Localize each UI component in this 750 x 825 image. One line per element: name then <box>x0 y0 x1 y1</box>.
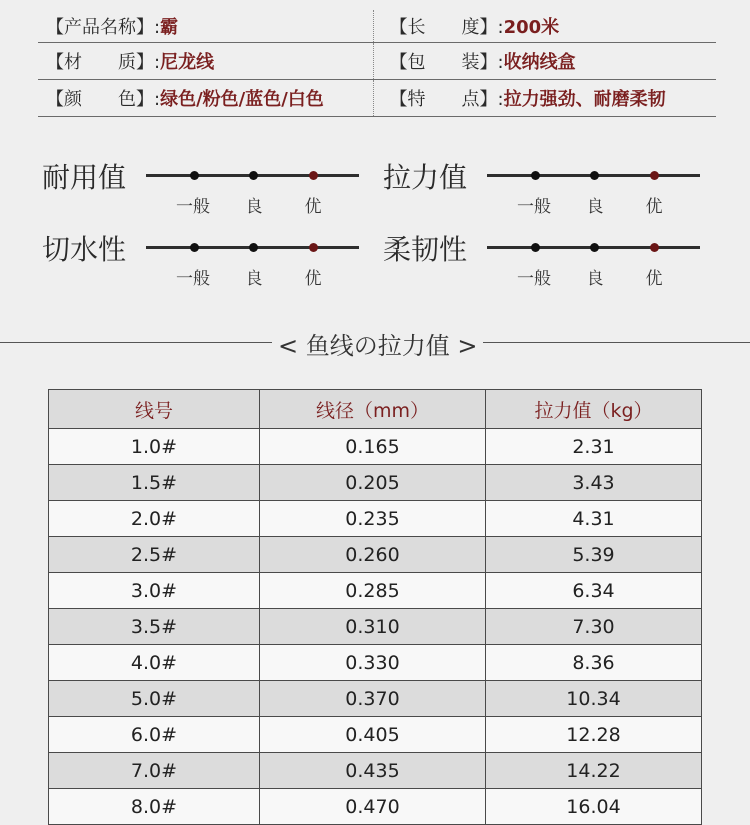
scale-label-good: 良 <box>586 197 604 217</box>
cell-line-number: 2.5# <box>49 537 260 573</box>
cell-tension: 4.31 <box>486 501 702 537</box>
cell-diameter: 0.205 <box>260 465 486 501</box>
scale-label-good: 良 <box>245 197 263 217</box>
scale-label-good: 良 <box>245 269 263 289</box>
spec-label: 【产品名称】: <box>46 17 161 38</box>
cell-tension: 10.34 <box>486 681 702 717</box>
spec-feature-cell <box>374 85 717 111</box>
scale-label-average: 一般 <box>517 269 551 289</box>
spec-label: 【长 度】: <box>389 17 504 38</box>
table-row <box>49 429 702 465</box>
spec-color-cell <box>38 80 374 116</box>
cell-tension: 7.30 <box>486 609 702 645</box>
section-title: < 鱼线の拉力值 > <box>272 326 483 361</box>
rating-dot-average <box>190 243 199 252</box>
spec-value: 霸 <box>160 17 179 38</box>
rating-scale-line <box>487 246 700 249</box>
cell-line-number: 1.5# <box>49 465 260 501</box>
cell-tension: 8.36 <box>486 645 702 681</box>
spec-label: 【特 点】: <box>389 89 504 110</box>
rating-dot-good <box>249 243 258 252</box>
cell-line-number: 8.0# <box>49 789 260 825</box>
table-row <box>49 573 702 609</box>
table-row <box>49 465 702 501</box>
rating-dot-excellent <box>650 171 659 180</box>
cell-tension: 14.22 <box>486 753 702 789</box>
spec-value: 绿色/粉色/蓝色/白色 <box>160 89 324 110</box>
rating-scale-line <box>146 246 359 249</box>
spec-value: 200米 <box>503 17 560 38</box>
header-diameter: 线径（mm） <box>260 390 486 429</box>
cell-line-number: 2.0# <box>49 501 260 537</box>
rating-scale-line <box>146 174 359 177</box>
table-row <box>49 681 702 717</box>
table-row <box>49 717 702 753</box>
cell-tension: 12.28 <box>486 717 702 753</box>
table-row <box>49 753 702 789</box>
table-row <box>49 645 702 681</box>
rating-scale-line <box>487 174 700 177</box>
scale-label-average: 一般 <box>176 269 210 289</box>
cell-diameter: 0.285 <box>260 573 486 609</box>
spec-material-cell <box>38 43 374 79</box>
spec-list <box>38 10 716 117</box>
spec-value: 收纳线盒 <box>503 52 576 73</box>
cell-diameter: 0.370 <box>260 681 486 717</box>
cell-line-number: 3.5# <box>49 609 260 645</box>
spec-name-cell <box>38 10 374 42</box>
scale-label-good: 良 <box>586 269 604 289</box>
spec-row <box>38 80 716 117</box>
cell-line-number: 3.0# <box>49 573 260 609</box>
cell-diameter: 0.405 <box>260 717 486 753</box>
rating-dot-excellent <box>309 171 318 180</box>
scale-label-average: 一般 <box>176 197 210 217</box>
cell-diameter: 0.235 <box>260 501 486 537</box>
cell-tension: 2.31 <box>486 429 702 465</box>
rating-dot-average <box>190 171 199 180</box>
table-header-row <box>49 390 702 429</box>
cell-diameter: 0.165 <box>260 429 486 465</box>
rating-name: 耐用值 <box>42 161 127 194</box>
cell-tension: 5.39 <box>486 537 702 573</box>
spec-value: 尼龙线 <box>160 52 215 73</box>
cell-line-number: 7.0# <box>49 753 260 789</box>
rating-dot-good <box>249 171 258 180</box>
rating-dot-excellent <box>309 243 318 252</box>
rating-dot-average <box>531 171 540 180</box>
rating-dot-excellent <box>650 243 659 252</box>
spec-package-cell <box>374 48 717 74</box>
rating-name: 柔韧性 <box>383 233 468 266</box>
cell-diameter: 0.260 <box>260 537 486 573</box>
rating-name: 拉力值 <box>383 161 468 194</box>
cell-line-number: 4.0# <box>49 645 260 681</box>
rating-dot-good <box>590 243 599 252</box>
cell-diameter: 0.470 <box>260 789 486 825</box>
tension-table <box>48 389 702 825</box>
scale-label-excellent: 优 <box>645 197 663 217</box>
scale-label-average: 一般 <box>517 197 551 217</box>
table-row <box>49 537 702 573</box>
cell-tension: 6.34 <box>486 573 702 609</box>
cell-line-number: 5.0# <box>49 681 260 717</box>
rating-dot-good <box>590 171 599 180</box>
spec-label: 【颜 色】: <box>46 89 161 110</box>
header-tension: 拉力值（kg） <box>486 390 702 429</box>
spec-value: 拉力强劲、耐磨柔韧 <box>503 89 666 110</box>
scale-label-excellent: 优 <box>304 269 322 289</box>
scale-label-excellent: 优 <box>645 269 663 289</box>
table-row <box>49 789 702 825</box>
rating-dot-average <box>531 243 540 252</box>
cell-line-number: 1.0# <box>49 429 260 465</box>
cell-diameter: 0.330 <box>260 645 486 681</box>
cell-tension: 3.43 <box>486 465 702 501</box>
header-line-number: 线号 <box>49 390 260 429</box>
cell-diameter: 0.310 <box>260 609 486 645</box>
rating-name: 切水性 <box>42 233 127 266</box>
scale-label-excellent: 优 <box>304 197 322 217</box>
spec-label: 【包 装】: <box>389 52 504 73</box>
spec-label: 【材 质】: <box>46 52 161 73</box>
cell-line-number: 6.0# <box>49 717 260 753</box>
cell-diameter: 0.435 <box>260 753 486 789</box>
spec-row <box>38 43 716 80</box>
spec-length-cell <box>374 13 717 39</box>
cell-tension: 16.04 <box>486 789 702 825</box>
spec-row <box>38 10 716 43</box>
table-row <box>49 501 702 537</box>
table-row <box>49 609 702 645</box>
